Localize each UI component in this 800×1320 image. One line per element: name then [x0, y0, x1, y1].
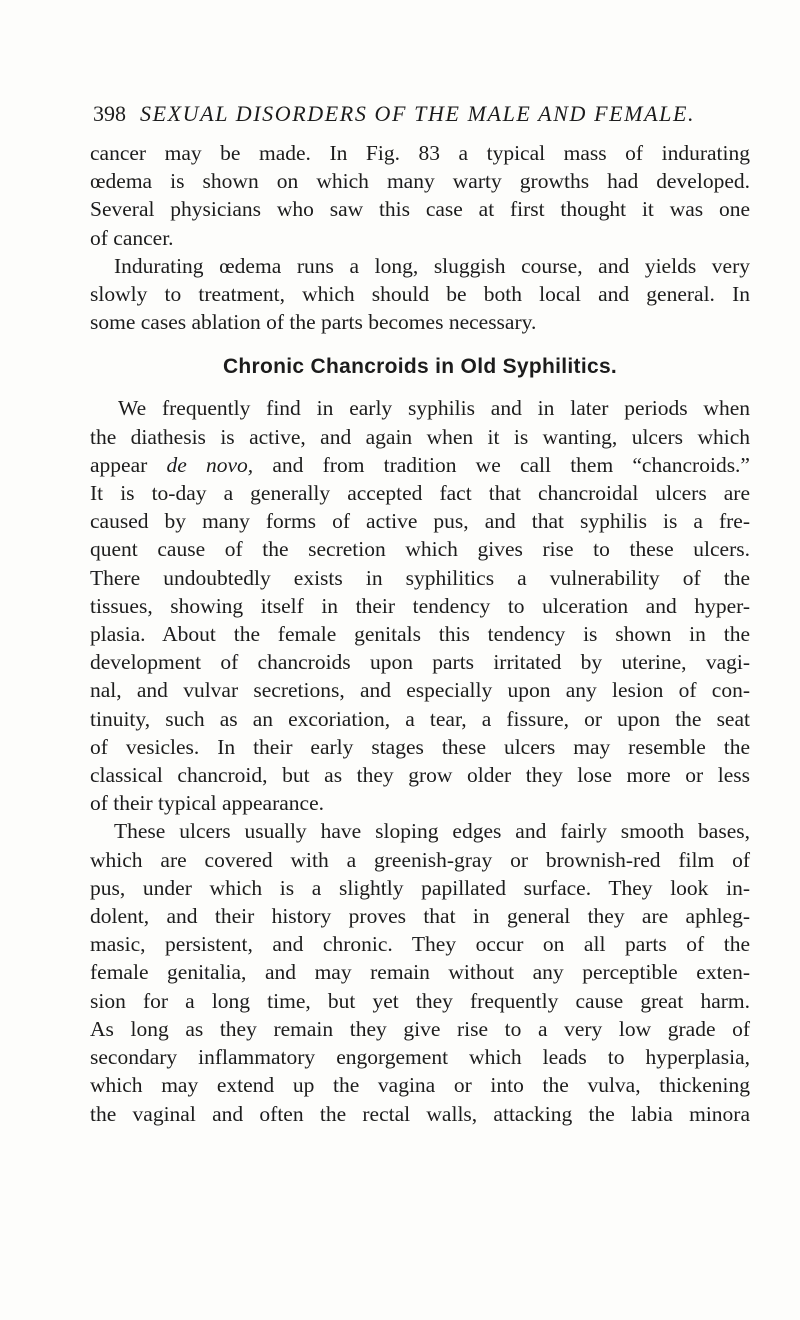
text-line: These ulcers usually have sloping edges and fairly smooth bases,	[114, 819, 750, 844]
text-line: quent cause of the secretion which gives rise to these ulcers.	[90, 537, 750, 562]
text-line: tissues, showing itself in their tendency to ulceration and hyper-	[90, 593, 750, 618]
text-line: Several physicians who saw this case at first thought it was one	[90, 197, 750, 222]
text-line: caused by many forms of active pus, and that syphilis is a fre-	[90, 509, 750, 534]
page-body	[90, 139, 750, 1128]
text-line: which are covered with a greenish-gray or brownish-red film of	[90, 847, 750, 872]
page-number: 398	[93, 101, 126, 126]
text-line: development of chancroids upon parts irritated by uterine, vagi-	[90, 650, 750, 675]
paragraph-ulcer-description	[90, 817, 750, 1127]
text-line: some cases ablation of the parts becomes necessary.	[90, 310, 537, 335]
text-line: of their typical appearance.	[90, 791, 324, 816]
paragraph-indurating-oedema	[90, 252, 750, 337]
text-line: As long as they remain they give rise to a very low grade of	[90, 1016, 750, 1041]
text-segment: and from tradition we call them “chancroids.”	[253, 452, 750, 477]
text-segment: appear	[90, 452, 167, 477]
text-line: dolent, and their history proves that in general they are aphleg-	[90, 904, 750, 929]
text-line: sion for a long time, but yet they frequently cause great harm.	[90, 988, 750, 1013]
text-line: cancer may be made. In Fig. 83 a typical mass of indurating	[90, 141, 750, 165]
text-line: nal, and vulvar secretions, and especially upon any lesion of con-	[90, 678, 750, 703]
italic-term: de novo,	[166, 452, 254, 477]
text-line: of cancer.	[90, 225, 174, 250]
text-line-with-italic	[90, 451, 750, 479]
text-line: the diathesis is active, and again when it is wanting, ulcers which	[90, 424, 750, 449]
text-line: tinuity, such as an excoriation, a tear, a fissure, or upon the seat	[90, 706, 750, 731]
text-line: which may extend up the vagina or into the vulva, thickening	[90, 1073, 750, 1098]
text-line: There undoubtedly exists in syphilitics a vulnerability of the	[90, 565, 750, 590]
running-title: SEXUAL DISORDERS OF THE MALE AND FEMALE.	[140, 101, 696, 126]
text-line: It is to-day a generally accepted fact that chancroidal ulcers are	[90, 481, 750, 506]
text-line: classical chancroid, but as they grow older they lose more or less	[90, 763, 750, 788]
running-head	[93, 100, 733, 128]
text-line: plasia. About the female genitals this tendency is shown in the	[90, 622, 750, 647]
text-line: female genitalia, and may remain without any perceptible exten-	[90, 960, 750, 985]
text-line: slowly to treatment, which should be both local and general. In	[90, 282, 750, 307]
paragraph-chancroids	[90, 394, 750, 817]
text-line: of vesicles. In their early stages these ulcers may resemble the	[90, 734, 750, 759]
text-line: œdema is shown on which many warty growths had developed.	[90, 169, 750, 194]
text-line: masic, persistent, and chronic. They occur on all parts of the	[90, 932, 750, 957]
section-heading: Chronic Chancroids in Old Syphilitics.	[222, 355, 618, 379]
paragraph-cancer-continuation	[90, 139, 750, 252]
text-line: the vaginal and often the rectal walls, attacking the labia minora	[90, 1101, 750, 1126]
text-line: We frequently find in early syphilis and in later periods when	[118, 396, 750, 421]
text-line: Indurating œdema runs a long, sluggish course, and yields very	[114, 253, 750, 278]
text-line: secondary inflammatory engorgement which leads to hyperplasia,	[90, 1045, 750, 1070]
text-line: pus, under which is a slightly papillated surface. They look in-	[90, 875, 750, 900]
